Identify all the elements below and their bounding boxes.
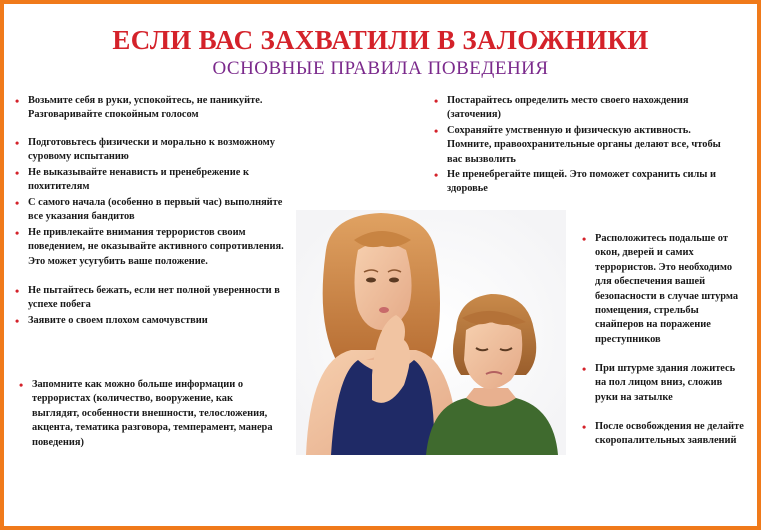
poster-subtitle: ОСНОВНЫЕ ПРАВИЛА ПОВЕДЕНИЯ (212, 58, 549, 79)
right-top-rules-list (433, 94, 723, 197)
rule-item: • После освобождения не делайте скоропалительных заявлений (581, 420, 747, 449)
hostages-illustration (296, 210, 566, 455)
rule-item: • Заявите о своем плохом самочувствии (14, 314, 296, 328)
rule-item: • Не привлекайте внимания террористов своим поведением, не оказывайте активного сопротивления. Это может усугубить ваше положение. (14, 226, 296, 284)
rule-item: • Не пренебрегайте пищей. Это поможет сохранить силы и здоровье (433, 168, 723, 197)
rule-item: • При штурме здания ложитесь на пол лицом вниз, сложив руки на затылке (581, 362, 747, 420)
rule-item: • Возьмите себя в руки, успокойтесь, не паникуйте. Разговаривайте спокойным голосом (14, 94, 296, 136)
left-rules-list (14, 94, 296, 328)
poster-title: ЕСЛИ ВАС ЗАХВАТИЛИ В ЗАЛОЖНИКИ (112, 25, 649, 55)
rule-item: • Подготовьтесь физически и морально к возможному суровому испытанию (14, 136, 296, 166)
right-rules-list (581, 232, 747, 449)
rule-item: • Сохраняйте умственную и физическую активность. Помните, правоохранительные органы делают все, чтобы вас вызволить (433, 124, 723, 168)
rule-item: • Не пытайтесь бежать, если нет полной уверенности в успехе побега (14, 284, 296, 314)
rule-item: • Не выказывайте ненависть и пренебрежение к похитителям (14, 166, 296, 196)
bottom-left-rule (18, 378, 278, 450)
rule-item: • Расположитесь подальше от окон, дверей и самих террористов. Это необходимо для обеспечения вашей безопасности в случае штурма помещения, стрельбы снайперов на поражение преступников (581, 232, 747, 362)
rule-item: • Запомните как можно больше информации о террористах (количество, вооружение, как выглядят, особенности внешности, телосложения, акцента, тематика разговора, темперамент, манера поведения) (18, 378, 278, 450)
rule-item: • С самого начала (особенно в первый час) выполняйте все указания бандитов (14, 196, 296, 226)
rule-item: • Постарайтесь определить место своего нахождения (заточения) (433, 94, 723, 124)
